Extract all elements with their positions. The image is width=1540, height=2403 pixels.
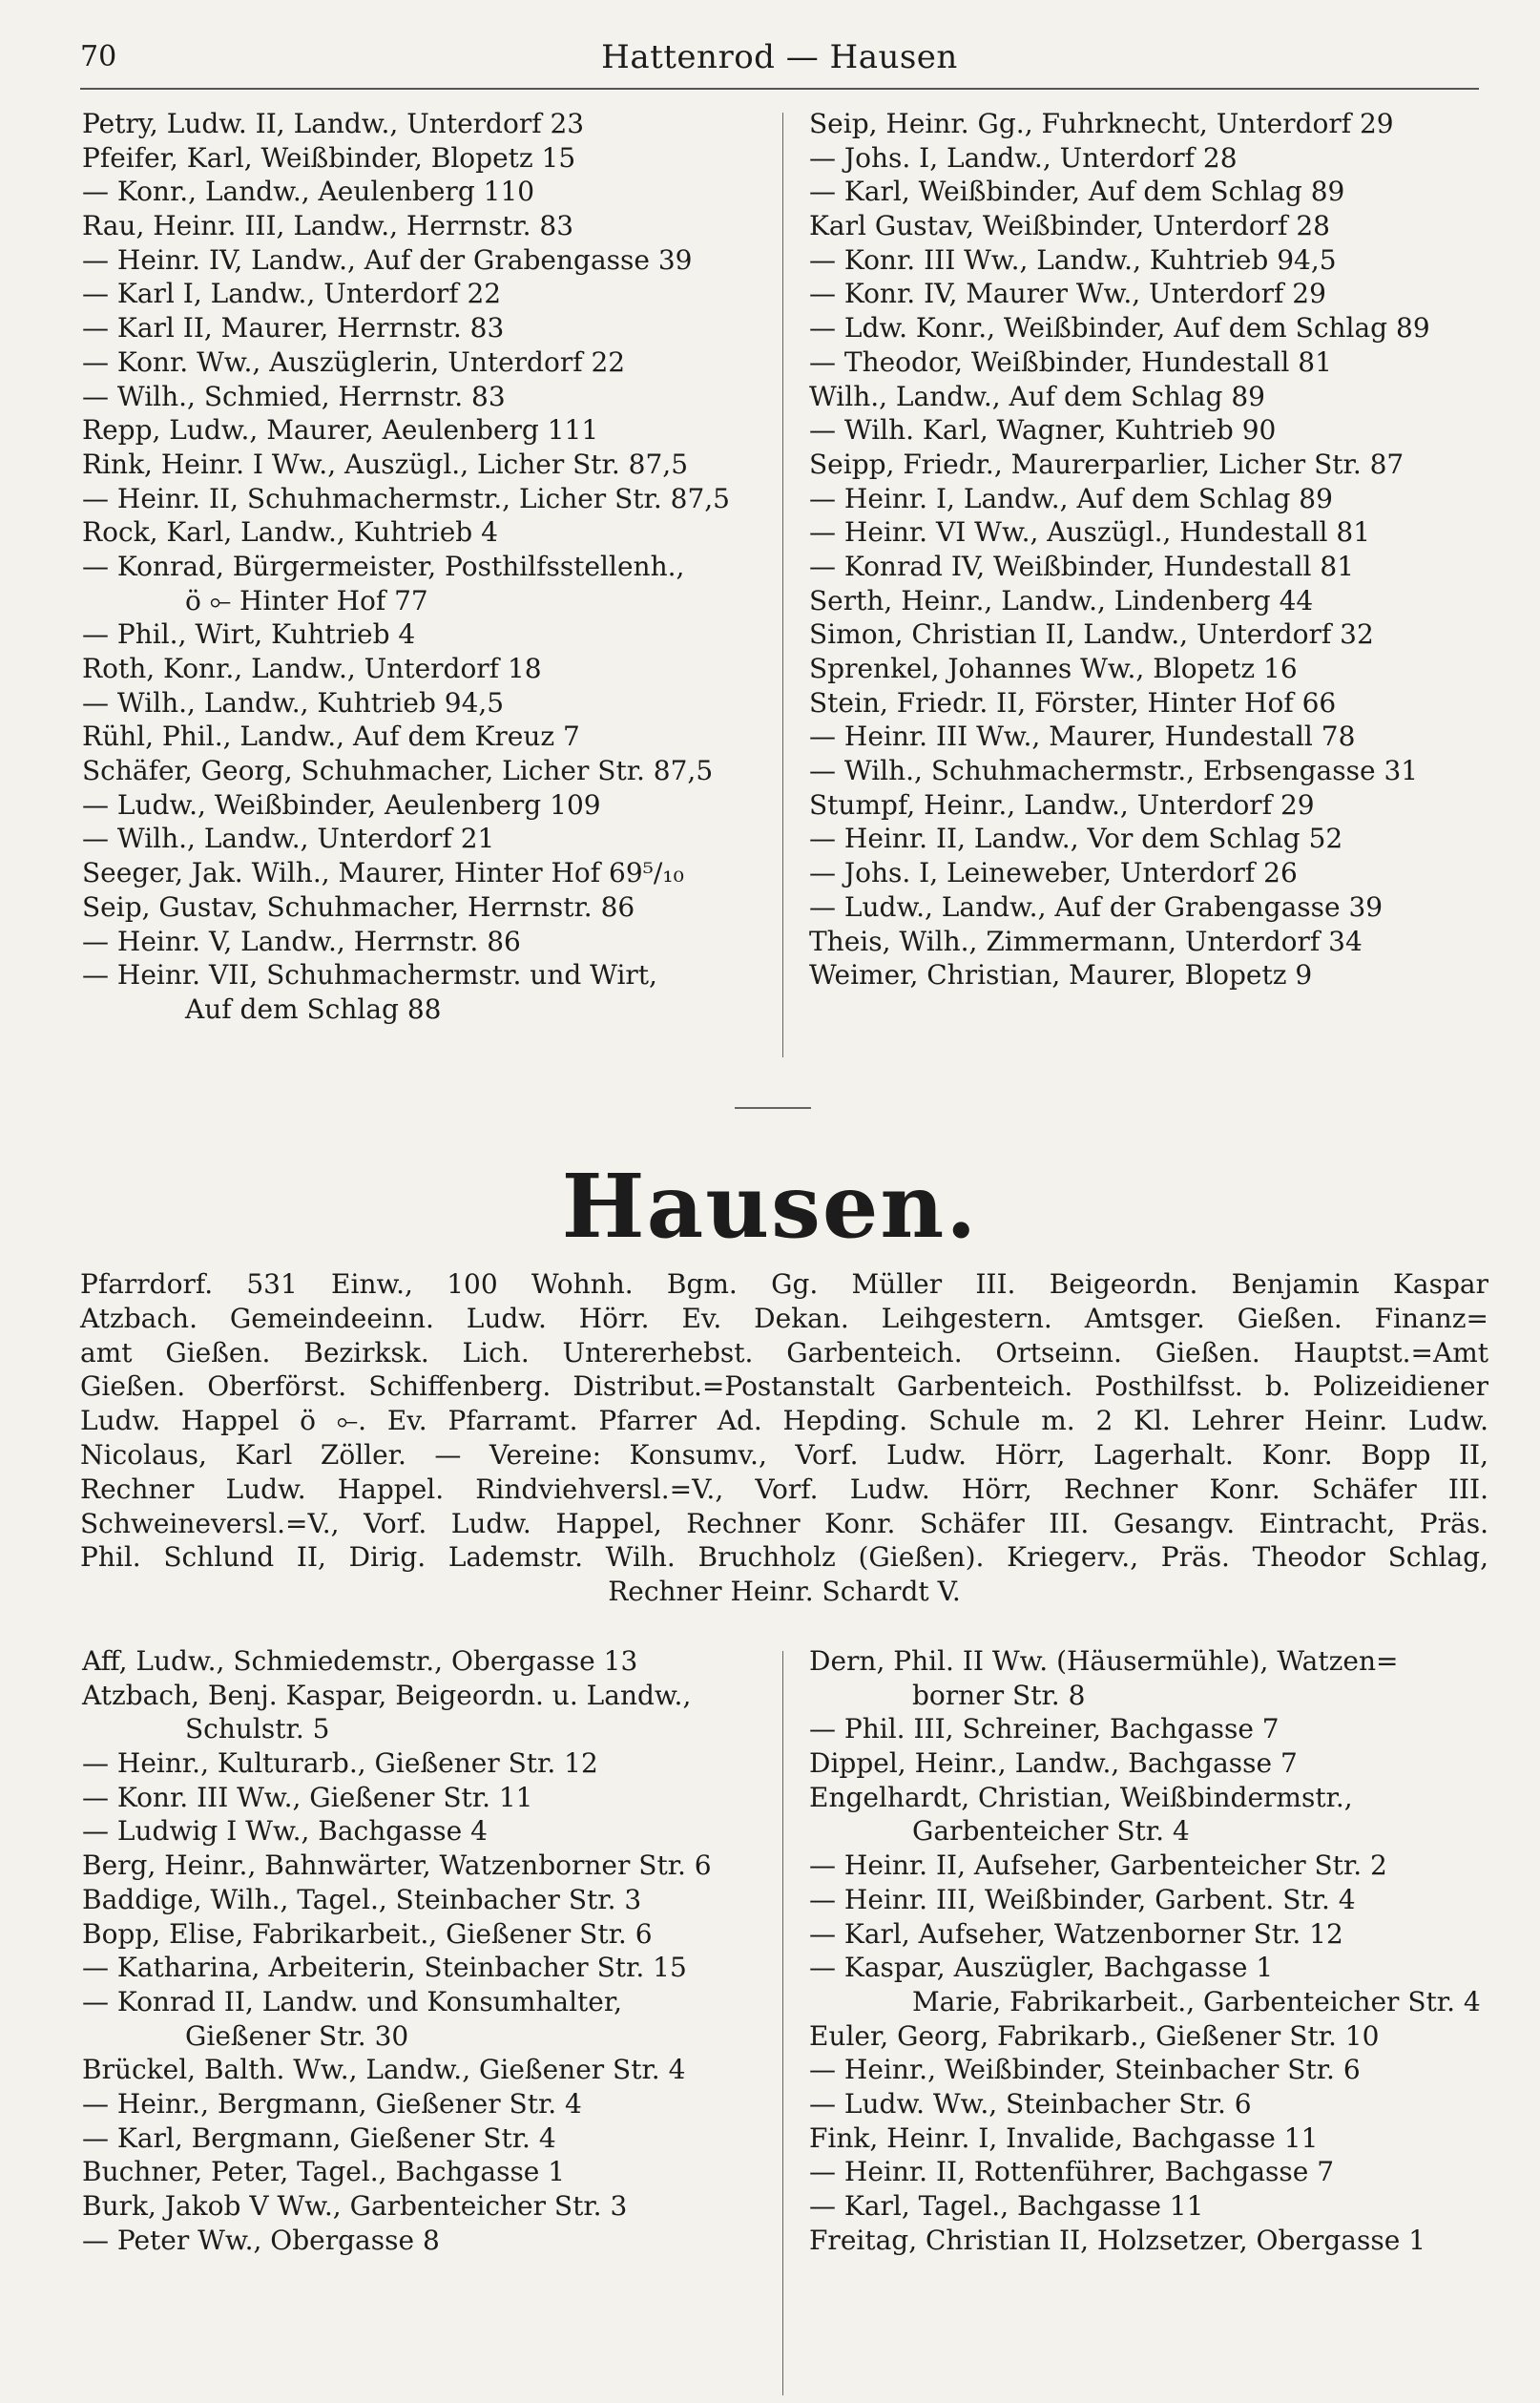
entry-line: — Heinr. VI Ww., Auszügl., Hundestall 81 xyxy=(809,516,1371,549)
entry-line: — Karl, Aufseher, Watzenborner Str. 12 xyxy=(809,1917,1343,1950)
lower-left-column xyxy=(82,1644,769,2257)
entry-line: borner Str. 8 xyxy=(912,1679,1086,1711)
entry-line: — Theodor, Weißbinder, Hundestall 81 xyxy=(809,345,1332,378)
entry-line: — Wilh., Schmied, Herrnstr. 83 xyxy=(82,380,506,412)
entry-line: — Ludwig I Ww., Bachgasse 4 xyxy=(82,1815,488,1848)
upper-right-column xyxy=(809,107,1496,993)
page-header xyxy=(80,38,1479,88)
entry-line: Dippel, Heinr., Landw., Bachgasse 7 xyxy=(809,1747,1298,1780)
entry-line: — Karl I, Landw., Unterdorf 22 xyxy=(82,278,502,310)
entry-line: Rock, Karl, Landw., Kuhtrieb 4 xyxy=(82,516,498,549)
entry-line: Marie, Fabrikarbeit., Garbenteicher Str. 4 xyxy=(912,1985,1481,2017)
entry-line: — Wilh., Landw., Unterdorf 21 xyxy=(82,823,495,855)
description-line: amt Gießen. Bezirksk. Lich. Untererhebst. Garbenteich. Ortseinn. Gießen. Hauptst.=Amt xyxy=(80,1336,1488,1369)
entry-line: ö ⟜ Hinter Hof 77 xyxy=(185,584,428,616)
entry-line: Berg, Heinr., Bahnwärter, Watzenborner Str. 6 xyxy=(82,1849,712,1882)
entry-line: — Wilh., Schuhmachermstr., Erbsengasse 31 xyxy=(809,755,1419,787)
entry-line: — Heinr. II, Aufseher, Garbenteicher Str. 2 xyxy=(809,1849,1387,1882)
entry-line: Roth, Konr., Landw., Unterdorf 18 xyxy=(82,653,542,684)
column-divider-upper xyxy=(782,113,783,1057)
entry-line: — Heinr. I, Landw., Auf dem Schlag 89 xyxy=(809,482,1333,514)
entry-line: — Konr. Ww., Auszüglerin, Unterdorf 22 xyxy=(82,345,626,378)
entry-line: Atzbach, Benj. Kaspar, Beigeordn. u. Landw., xyxy=(82,1679,692,1711)
entry-line: — Konrad, Bürgermeister, Posthilfsstellenh., xyxy=(82,550,685,582)
entry-line: Weimer, Christian, Maurer, Blopetz 9 xyxy=(809,959,1313,992)
entry-line: Burk, Jakob V Ww., Garbenteicher Str. 3 xyxy=(82,2190,628,2222)
lower-right-column xyxy=(809,1644,1496,2257)
description-line: Phil. Schlund II, Dirig. Lademstr. Wilh. Bruchholz (Gießen). Kriegerv., Präs. Theodor Schlag, xyxy=(80,1541,1488,1574)
entry-line: Seip, Gustav, Schuhmacher, Herrnstr. 86 xyxy=(82,890,635,923)
entry-line: Fink, Heinr. I, Invalide, Bachgasse 11 xyxy=(809,2121,1319,2154)
entry-line: — Heinr., Kulturarb., Gießener Str. 12 xyxy=(82,1747,598,1780)
entry-line: Dern, Phil. II Ww. (Häusermühle), Watzen= xyxy=(809,1645,1399,1677)
entry-line: Simon, Christian II, Landw., Unterdorf 32 xyxy=(809,618,1374,651)
entry-line: — Heinr. III, Weißbinder, Garbent. Str. 4 xyxy=(809,1883,1356,1915)
entry-line: Brückel, Balth. Ww., Landw., Gießener Str. 4 xyxy=(82,2054,686,2086)
column-divider-lower xyxy=(782,1651,783,2395)
entry-line: — Heinr. V, Landw., Herrnstr. 86 xyxy=(82,925,521,957)
entry-line: — Ldw. Konr., Weißbinder, Auf dem Schlag 89 xyxy=(809,312,1430,345)
entry-line: Bopp, Elise, Fabrikarbeit., Gießener Str. 6 xyxy=(82,1917,653,1950)
section-title: Hausen. xyxy=(561,1155,979,1258)
entry-line: — Ludw. Ww., Steinbacher Str. 6 xyxy=(809,2087,1252,2120)
entry-line: Aff, Ludw., Schmiedemstr., Obergasse 13 xyxy=(82,1645,638,1677)
section-separator xyxy=(735,1107,811,1109)
description-line: Atzbach. Gemeindeeinn. Ludw. Hörr. Ev. Dekan. Leihgestern. Amtsger. Gießen. Finanz= xyxy=(80,1302,1488,1334)
entry-line: — Konr. IV, Maurer Ww., Unterdorf 29 xyxy=(809,278,1326,310)
entry-line: Pfeifer, Karl, Weißbinder, Blopetz 15 xyxy=(82,141,576,174)
entry-line: Schäfer, Georg, Schuhmacher, Licher Str. 87,5 xyxy=(82,755,714,787)
entry-line: Rau, Heinr. III, Landw., Herrnstr. 83 xyxy=(82,210,574,242)
entry-line: Seeger, Jak. Wilh., Maurer, Hinter Hof 69⁵/₁₀ xyxy=(82,857,684,889)
entry-line: — Katharina, Arbeiterin, Steinbacher Str. 15 xyxy=(82,1952,687,1984)
upper-left-column xyxy=(82,107,769,1027)
entry-line: — Heinr., Weißbinder, Steinbacher Str. 6 xyxy=(809,2054,1361,2086)
entry-line: — Wilh., Landw., Kuhtrieb 94,5 xyxy=(82,686,505,719)
entry-line: Wilh., Landw., Auf dem Schlag 89 xyxy=(809,380,1265,412)
entry-line: Baddige, Wilh., Tagel., Steinbacher Str. 3 xyxy=(82,1883,642,1915)
entry-line: — Karl, Bergmann, Gießener Str. 4 xyxy=(82,2121,556,2154)
running-title: Hattenrod — Hausen xyxy=(601,38,958,76)
entry-line: — Peter Ww., Obergasse 8 xyxy=(82,2224,440,2256)
description-line: Ludw. Happel ö ⟜. Ev. Pfarramt. Pfarrer Ad. Hepding. Schule m. 2 Kl. Lehrer Heinr. Ludw. xyxy=(80,1405,1488,1437)
entry-line: Gießener Str. 30 xyxy=(185,2019,409,2052)
entry-line: Seipp, Friedr., Maurerparlier, Licher Str. 87 xyxy=(809,448,1405,480)
entry-line: — Ludw., Landw., Auf der Grabengasse 39 xyxy=(809,890,1384,923)
entry-line: — Karl, Tagel., Bachgasse 11 xyxy=(809,2190,1204,2222)
entry-line: Seip, Heinr. Gg., Fuhrknecht, Unterdorf 29 xyxy=(809,108,1394,139)
entry-line: — Johs. I, Leineweber, Unterdorf 26 xyxy=(809,857,1298,889)
entry-line: Buchner, Peter, Tagel., Bachgasse 1 xyxy=(82,2156,566,2188)
entry-line: — Konr. III Ww., Landw., Kuhtrieb 94,5 xyxy=(809,243,1337,276)
entry-line: — Heinr., Bergmann, Gießener Str. 4 xyxy=(82,2087,582,2120)
entry-line: — Heinr. III Ww., Maurer, Hundestall 78 xyxy=(809,721,1356,753)
entry-line: Repp, Ludw., Maurer, Aeulenberg 111 xyxy=(82,414,599,447)
entry-line: Karl Gustav, Weißbinder, Unterdorf 28 xyxy=(809,210,1330,242)
entry-line: Rink, Heinr. I Ww., Auszügl., Licher Str. 87,5 xyxy=(82,448,689,480)
entry-line: — Heinr. VII, Schuhmachermstr. und Wirt, xyxy=(82,959,657,992)
entry-line: Engelhardt, Christian, Weißbindermstr., xyxy=(809,1781,1353,1813)
description-line: Nicolaus, Karl Zöller. — Vereine: Konsumv., Vorf. Ludw. Hörr, Lagerhalt. Konr. Bopp II, xyxy=(80,1438,1488,1471)
entry-line: Stumpf, Heinr., Landw., Unterdorf 29 xyxy=(809,788,1315,821)
entry-line: — Heinr. II, Landw., Vor dem Schlag 52 xyxy=(809,823,1343,855)
entry-line: — Phil., Wirt, Kuhtrieb 4 xyxy=(82,618,416,651)
entry-line: Schulstr. 5 xyxy=(185,1713,330,1745)
entry-line: Freitag, Christian II, Holzsetzer, Obergasse 1 xyxy=(809,2224,1426,2256)
entry-line: — Karl, Weißbinder, Auf dem Schlag 89 xyxy=(809,176,1345,208)
entry-line: — Heinr. II, Rottenführer, Bachgasse 7 xyxy=(809,2156,1335,2188)
entry-line: Auf dem Schlag 88 xyxy=(185,993,442,1025)
entry-line: — Wilh. Karl, Wagner, Kuhtrieb 90 xyxy=(809,414,1277,447)
entry-line: Stein, Friedr. II, Förster, Hinter Hof 66 xyxy=(809,686,1337,719)
description-line: Schweineversl.=V., Vorf. Ludw. Happel, Rechner Konr. Schäfer III. Gesangv. Eintracht, Präs. xyxy=(80,1507,1488,1539)
entry-line: Serth, Heinr., Landw., Lindenberg 44 xyxy=(809,584,1314,616)
header-rule xyxy=(80,88,1479,90)
description-line: Rechner Ludw. Happel. Rindviehversl.=V., Vorf. Ludw. Hörr, Rechner Konr. Schäfer III. xyxy=(80,1473,1488,1505)
description-line: Rechner Heinr. Schardt V. xyxy=(608,1576,961,1608)
entry-line: Petry, Ludw. II, Landw., Unterdorf 23 xyxy=(82,108,585,139)
entry-line: — Heinr. II, Schuhmachermstr., Licher Str. 87,5 xyxy=(82,482,730,514)
entry-line: — Karl II, Maurer, Herrnstr. 83 xyxy=(82,312,505,345)
entry-line: Sprenkel, Johannes Ww., Blopetz 16 xyxy=(809,653,1298,684)
page-number: 70 xyxy=(80,40,117,73)
entry-line: — Konr. III Ww., Gießener Str. 11 xyxy=(82,1781,533,1813)
entry-line: — Konrad II, Landw. und Konsumhalter, xyxy=(82,1985,623,2017)
description-line: Pfarrdorf. 531 Einw., 100 Wohnh. Bgm. Gg. Müller III. Beigeordn. Benjamin Kaspar xyxy=(80,1268,1488,1300)
entry-line: — Kaspar, Auszügler, Bachgasse 1 xyxy=(809,1952,1274,1984)
entry-line: — Phil. III, Schreiner, Bachgasse 7 xyxy=(809,1713,1280,1745)
entry-line: — Johs. I, Landw., Unterdorf 28 xyxy=(809,141,1238,174)
village-description xyxy=(80,1267,1488,1609)
entry-line: — Konr., Landw., Aeulenberg 110 xyxy=(82,176,535,208)
entry-line: Theis, Wilh., Zimmermann, Unterdorf 34 xyxy=(809,925,1363,957)
entry-line: — Ludw., Weißbinder, Aeulenberg 109 xyxy=(82,788,601,821)
entry-line: Garbenteicher Str. 4 xyxy=(912,1815,1190,1848)
entry-line: — Konrad IV, Weißbinder, Hundestall 81 xyxy=(809,550,1355,582)
entry-line: — Heinr. IV, Landw., Auf der Grabengasse 39 xyxy=(82,243,693,276)
description-line: Gießen. Oberförst. Schiffenberg. Distribut.=Postanstalt Garbenteich. Posthilfsst. b. Polizeidiener xyxy=(80,1370,1488,1403)
entry-line: Rühl, Phil., Landw., Auf dem Kreuz 7 xyxy=(82,721,580,753)
entry-line: Euler, Georg, Fabrikarb., Gießener Str. 10 xyxy=(809,2019,1380,2052)
